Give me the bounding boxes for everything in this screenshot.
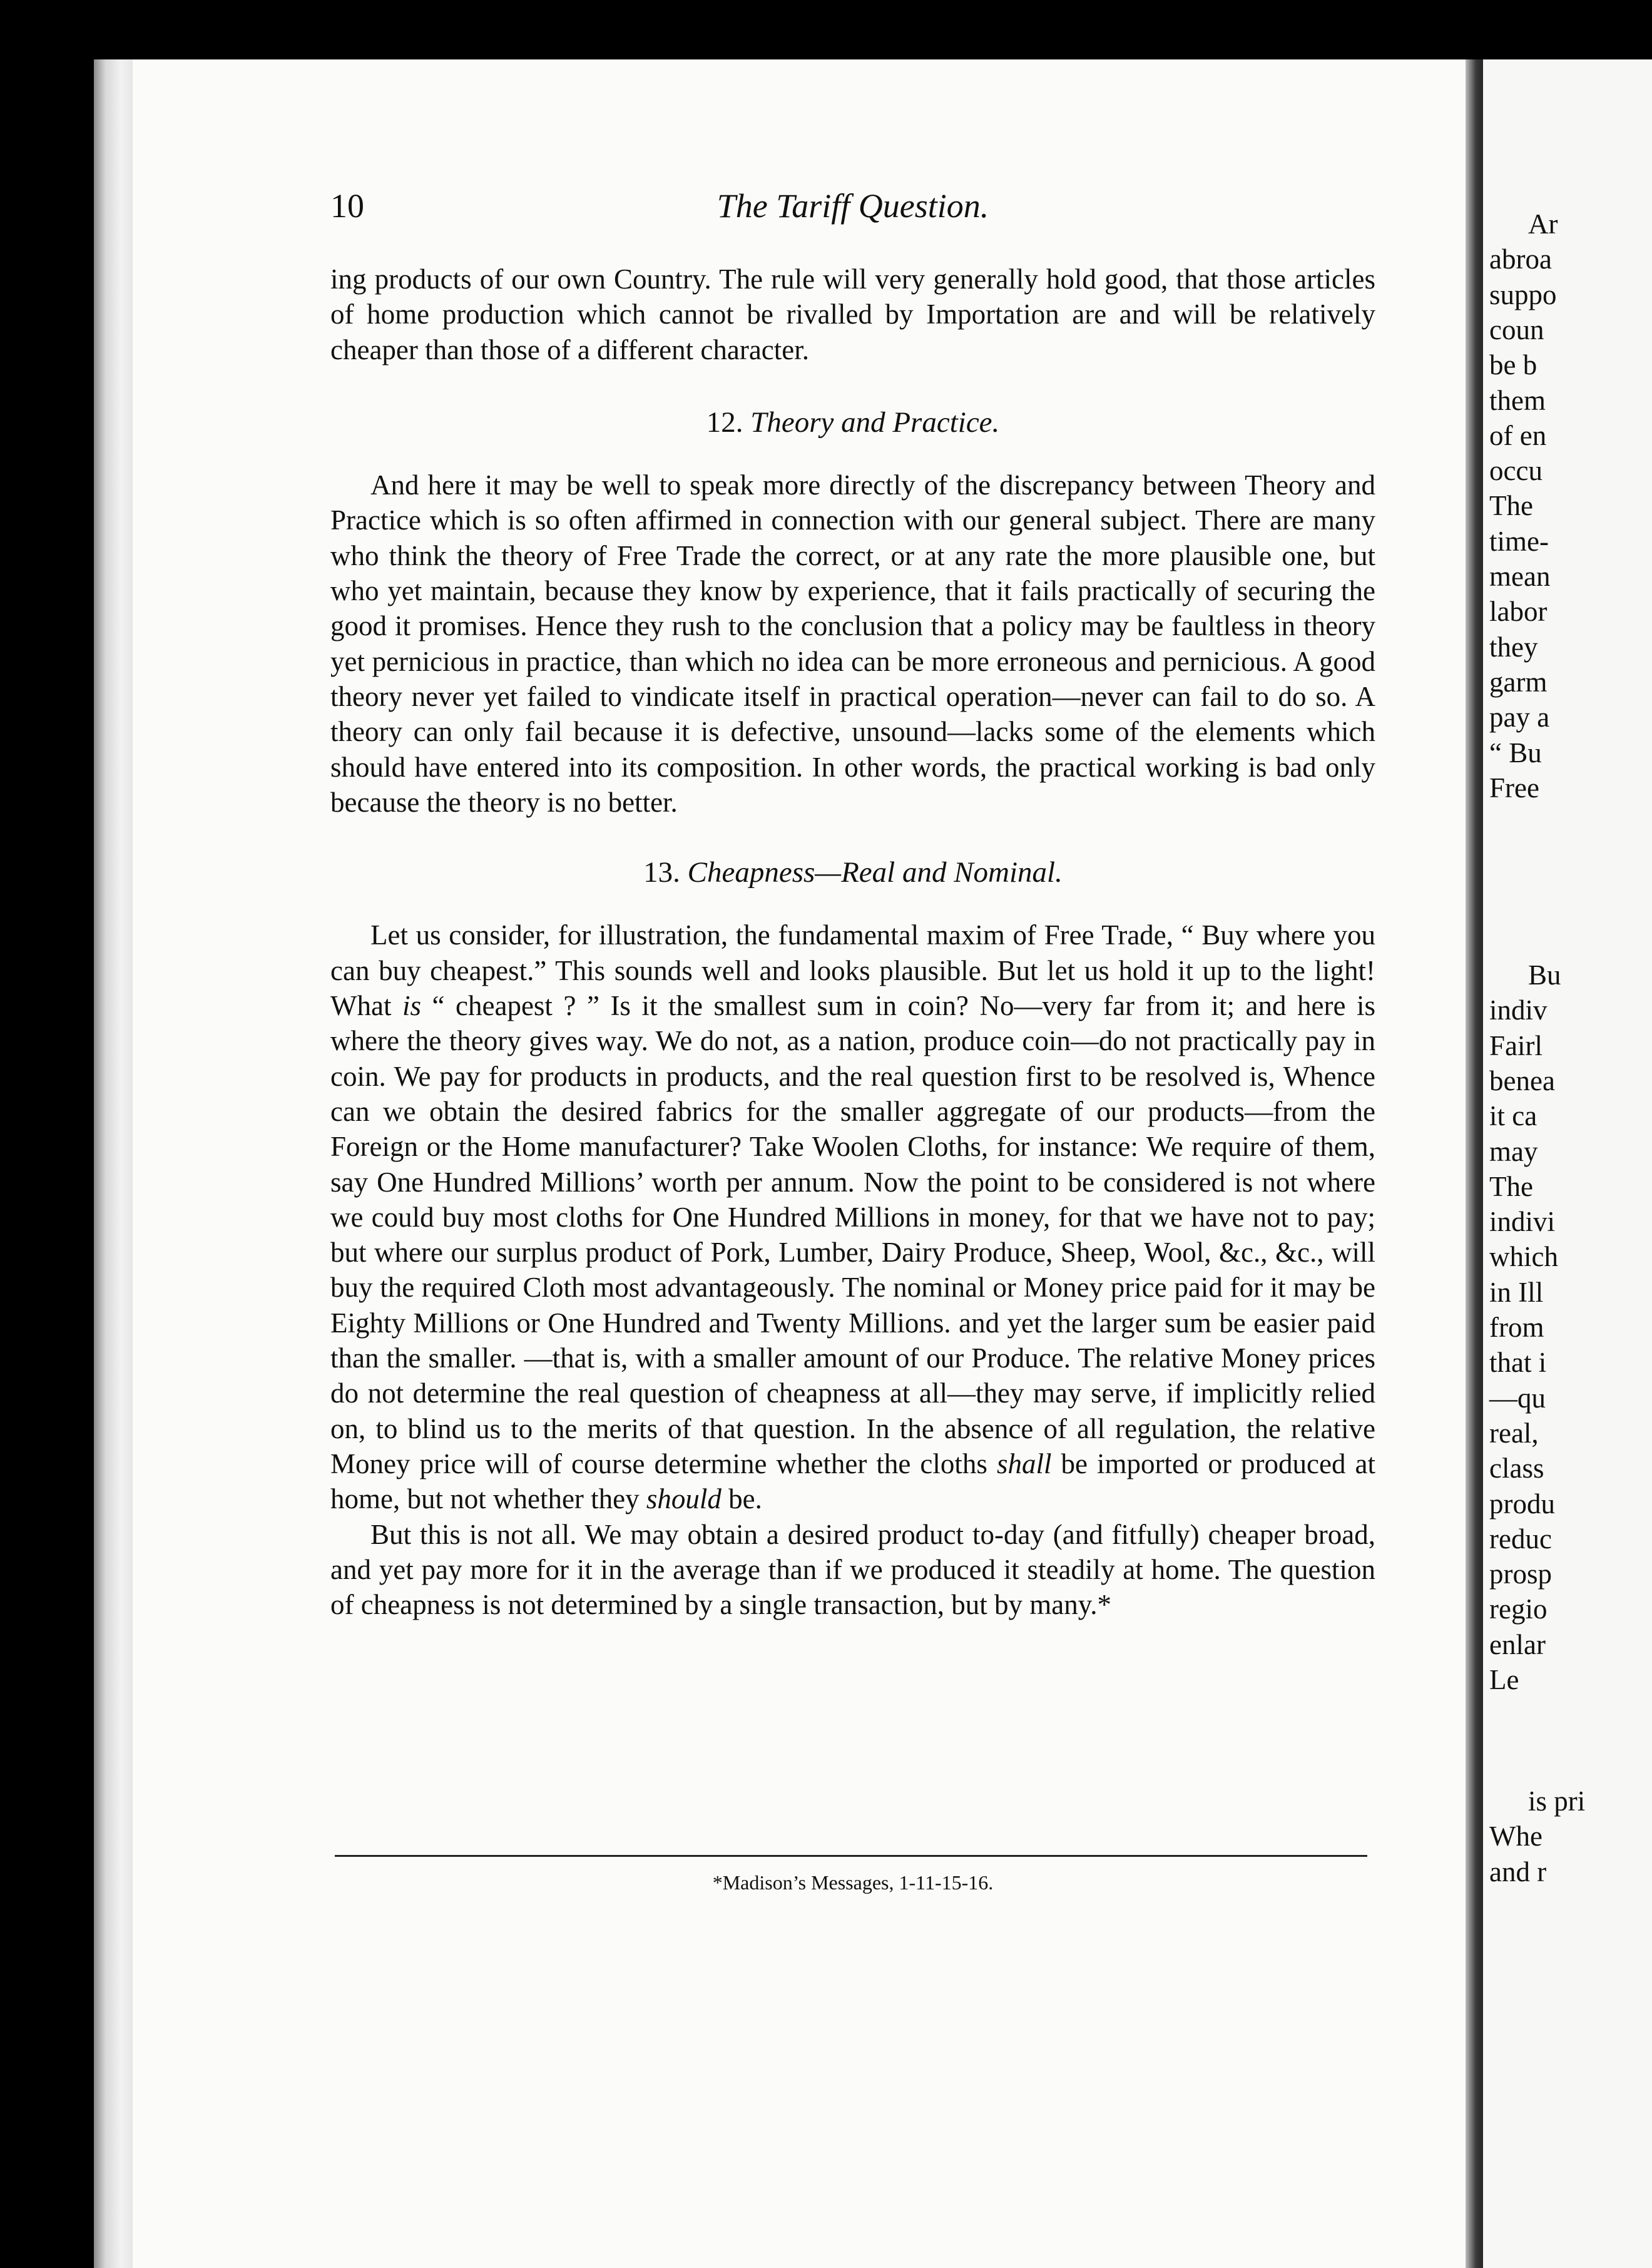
adjacent-page-text-fragment: pay a <box>1489 702 1550 733</box>
adjacent-page-text-fragment: labor <box>1489 596 1547 628</box>
emphasis-should: should <box>646 1483 721 1515</box>
adjacent-page-text-fragment: that i <box>1489 1347 1547 1379</box>
section-title: Cheapness—Real and Nominal. <box>687 856 1063 889</box>
text-run: be imported or produced at home, but not whether they <box>330 1448 1375 1515</box>
adjacent-page-text-fragment: produ <box>1489 1488 1555 1520</box>
adjacent-page-text-fragment: —qu <box>1489 1382 1546 1414</box>
adjacent-page-text-fragment: Whe <box>1489 1821 1542 1852</box>
adjacent-page-text-fragment: time- <box>1489 525 1549 557</box>
footnote: *Madison’s Messages, 1-11-15-16. <box>712 1871 994 1894</box>
adjacent-page-text-fragment: be b <box>1489 349 1537 381</box>
text-run: Let us consider, for illustration, the fundamental maxim of Free Trade, “ Buy where you can buy cheapest.” This sounds well and looks plausible. But let us hold it up to the light! What <box>330 919 1375 1022</box>
adjacent-page-text-fragment: them <box>1489 384 1546 416</box>
adjacent-page-text-fragment: indivi <box>1489 1206 1556 1238</box>
running-title: The Tariff Question. <box>716 187 989 225</box>
adjacent-page-text-fragment: Fairl <box>1489 1029 1542 1061</box>
section-number: 12. <box>706 406 743 439</box>
adjacent-page-edge <box>1483 59 1652 2268</box>
page-body <box>330 262 1375 1622</box>
adjacent-page-text-fragment: it ca <box>1489 1100 1537 1132</box>
adjacent-page-text-fragment: and r <box>1489 1856 1547 1887</box>
adjacent-page-text-fragment: indiv <box>1489 994 1547 1026</box>
adjacent-page-text-fragment: is pri <box>1528 1785 1586 1817</box>
paragraph-continued: ing products of our own Country. The rule will very generally hold good, that those articles of home production which cannot be rivalled by Importation are and will be relatively cheaper than those of a different character. <box>330 263 1375 365</box>
adjacent-page-text-fragment: mean <box>1489 561 1551 592</box>
adjacent-page-text-fragment: abroa <box>1489 243 1552 275</box>
section-heading-12 <box>330 405 1375 440</box>
adjacent-page-text-fragment: “ Bu <box>1489 737 1542 769</box>
adjacent-page-text-fragment: The <box>1489 1170 1533 1202</box>
text-run: “ cheapest ? ” Is it the smallest sum in coin? No—very far from it; and here is where the theory gives way. We do not, as a nation, produce coin—do not practically pay in coin. We pay for products in products, and the real question first to be resolved is, Whence can we obtain the desired fabrics for the smaller aggregate of our products—from the Foreign or the Home manufacturer? Take Woolen Cloths, for instance: We require of them, say One Hundred Millions’ worth per annum. Now the point to be considered is not where we could buy most cloths for One Hundred Millions in money, for that we have not to pay; but where our surplus product of Pork, Lumber, Dairy Produce, Sheep, Wool, &c., &c., will buy the required Cloth most advantageously. The nominal or Money price paid for it may be Eighty Millions or One Hundred and Twenty Millions. and yet the larger sum be easier paid than the smaller. —that is, with a smaller amount of our Produce. The relative Money prices do not determine the real question of cheapness at all—they may serve, if implicitly relied on, to blind us to the merits of that question. In the absence of all regulation, the relative Money price will of course determine whether the cloths <box>330 990 1375 1479</box>
adjacent-page-text-fragment: coun <box>1489 314 1544 345</box>
emphasis-shall: shall <box>996 1448 1052 1479</box>
adjacent-page-text-fragment: suppo <box>1489 278 1557 310</box>
section-number: 13. <box>643 856 680 889</box>
book-spine-left <box>94 59 133 2268</box>
adjacent-page-text-fragment: they <box>1489 631 1538 663</box>
adjacent-page-text-fragment: garm <box>1489 666 1547 698</box>
emphasis-is: is <box>402 990 421 1022</box>
text-run: be. <box>721 1483 762 1515</box>
adjacent-page-text-fragment: Le <box>1489 1664 1519 1695</box>
adjacent-page-text-fragment: in Ill <box>1489 1276 1544 1308</box>
adjacent-page-text-fragment: which <box>1489 1241 1558 1273</box>
adjacent-page-text-fragment: Bu <box>1528 959 1561 991</box>
adjacent-page-text-fragment: Ar <box>1528 208 1558 240</box>
adjacent-page-text-fragment: may <box>1489 1135 1538 1167</box>
page-number: 10 <box>330 187 364 225</box>
running-header <box>330 186 1375 237</box>
adjacent-page-text-fragment: benea <box>1489 1065 1555 1096</box>
adjacent-page-text-fragment: of en <box>1489 419 1547 451</box>
adjacent-page-text-fragment: regio <box>1489 1593 1547 1625</box>
paragraph-theory-practice: And here it may be well to speak more directly of the discrepancy between Theory and Practice which is so often affirmed in connection with our general subject. There are many who think the theory of Free Trade the correct, or at any rate the more plausible one, but who yet maintain, because they know by experience, that it fails practically of securing the good it promises. Hence they rush to the conclusion that a policy may be faultless in theory yet pernicious in practice, than which no idea can be more erroneous and pernicious. A good theory never yet failed to vindicate itself in practical operation—never can fail to do so. A theory can only fail because it is defective, unsound—lacks some of the elements which should have entered into its composition. In other words, the practical working is bad only because the theory is no better. <box>330 469 1375 818</box>
section-title: Theory and Practice. <box>750 406 1000 439</box>
adjacent-page-text-fragment: Free <box>1489 772 1539 804</box>
adjacent-page-text-fragment: class <box>1489 1453 1544 1484</box>
adjacent-page-text-fragment: prosp <box>1489 1558 1552 1590</box>
adjacent-page-text-fragment: enlar <box>1489 1628 1546 1660</box>
adjacent-page-text-fragment: from <box>1489 1312 1544 1343</box>
section-heading-13 <box>330 855 1375 890</box>
adjacent-page-text-fragment: real, <box>1489 1417 1539 1449</box>
adjacent-page-text-fragment: reduc <box>1489 1523 1552 1555</box>
adjacent-page-text-fragment: occu <box>1489 455 1542 487</box>
adjacent-page-text-fragment: The <box>1489 490 1533 522</box>
paragraph-cheapness <box>330 917 1375 1516</box>
book-gutter <box>1466 59 1483 2268</box>
paragraph-not-all: But this is not all. We may obtain a desired product to-day (and fitfully) cheaper broad, and yet pay more for it in the average than if we produced it steadily at home. The question of cheapness is not determined by a single transaction, but by many.* <box>330 1518 1375 1621</box>
footnote-rule <box>335 1855 1367 1857</box>
